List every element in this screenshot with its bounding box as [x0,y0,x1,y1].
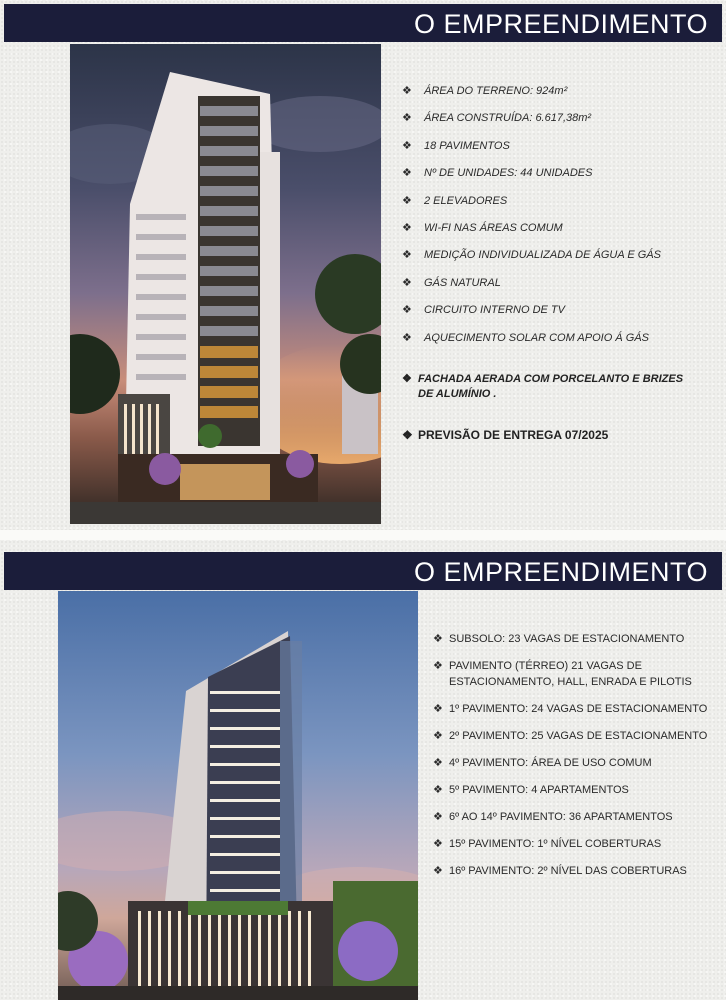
building-render-1 [70,44,381,524]
list-item: ❖ ÁREA CONSTRUÍDA: 6.617,38m² [402,112,592,125]
slide-2 [0,540,726,1000]
slide-1-title: O EMPREENDIMENTO [413,9,708,39]
diamond-bullet-icon: ❖ [433,838,443,850]
list-item: ❖ PAVIMENTO (TÉRREO) 21 VAGAS DE ESTACIONAMENTO, HALL, ENRADA E PILOTIS [433,660,692,688]
list-item: ❖ 4º PAVIMENTO: ÁREA DE USO COMUM [433,757,652,769]
list-item: ❖ 18 PAVIMENTOS [402,139,510,152]
list-item: ❖ Nº DE UNIDADES: 44 UNIDADES [402,167,593,180]
diamond-bullet-icon: ❖ [433,730,443,742]
diamond-bullet-icon: ❖ [433,660,443,672]
list-item: ❖ SUBSOLO: 23 VAGAS DE ESTACIONAMENTO [433,633,685,645]
diamond-bullet-icon: ❖ [433,703,443,715]
list-item: ❖ ÁREA DO TERRENO: 924m² [402,85,568,97]
list-item: ❖ CIRCUITO INTERNO DE TV [402,304,565,317]
list-item: ❖ 16º PAVIMENTO: 2º NÍVEL DAS COBERTURAS [433,865,687,877]
building-render-2 [58,591,418,1000]
diamond-bullet-icon: ❖ [402,194,412,207]
highlight-fachada: ❖ FACHADA AERADA COM PORCELANTO E BRIZES DE ALUMÍNIO . [402,373,684,400]
list-item: ❖ GÁS NATURAL [402,276,501,289]
diamond-bullet-icon: ❖ [433,784,443,796]
list-item: ❖ 2º PAVIMENTO: 25 VAGAS DE ESTACIONAMENTO [433,730,708,742]
diamond-bullet-icon: ❖ [433,633,443,645]
diamond-bullet-icon: ❖ [402,428,413,442]
diamond-bullet-icon: ❖ [402,276,412,289]
list-item: ❖ 15º PAVIMENTO: 1º NÍVEL COBERTURAS [433,838,662,850]
slide-1-title-banner [4,4,722,42]
diamond-bullet-icon: ❖ [433,757,443,769]
diamond-bullet-icon: ❖ [402,139,412,152]
diamond-bullet-icon: ❖ [402,331,412,344]
diamond-bullet-icon: ❖ [402,373,412,385]
slide-divider [0,530,726,540]
slide-2-title-banner [4,552,722,590]
list-item: ❖ 5º PAVIMENTO: 4 APARTAMENTOS [433,784,629,796]
building-render-1-image [70,44,381,524]
list-item: ❖ AQUECIMENTO SOLAR COM APOIO Á GÁS [402,331,649,344]
diamond-bullet-icon: ❖ [402,304,412,317]
diamond-bullet-icon: ❖ [402,249,412,262]
diamond-bullet-icon: ❖ [433,811,443,823]
diamond-bullet-icon: ❖ [402,167,412,180]
diamond-bullet-icon: ❖ [433,865,443,877]
diamond-bullet-icon: ❖ [402,112,412,125]
highlight-previsao-entrega: ❖ PREVISÃO DE ENTREGA 07/2025 [402,428,609,442]
slide-2-floor-list [433,631,718,890]
diamond-bullet-icon: ❖ [402,221,412,234]
list-item: ❖ 6º AO 14º PAVIMENTO: 36 APARTAMENTOS [433,811,673,823]
building-render-2-image [58,591,418,1000]
diamond-bullet-icon: ❖ [402,85,412,97]
list-item: ❖ 1º PAVIMENTO: 24 VAGAS DE ESTACIONAMENTO [433,703,708,715]
slide-2-title: O EMPREENDIMENTO [413,557,708,587]
slide-1-feature-list [402,84,712,358]
list-item: ❖ WI-FI NAS ÁREAS COMUM [402,221,563,234]
list-item: ❖ MEDIÇÃO INDIVIDUALIZADA DE ÁGUA E GÁS [402,249,661,262]
list-item: ❖ 2 ELEVADORES [402,194,508,207]
